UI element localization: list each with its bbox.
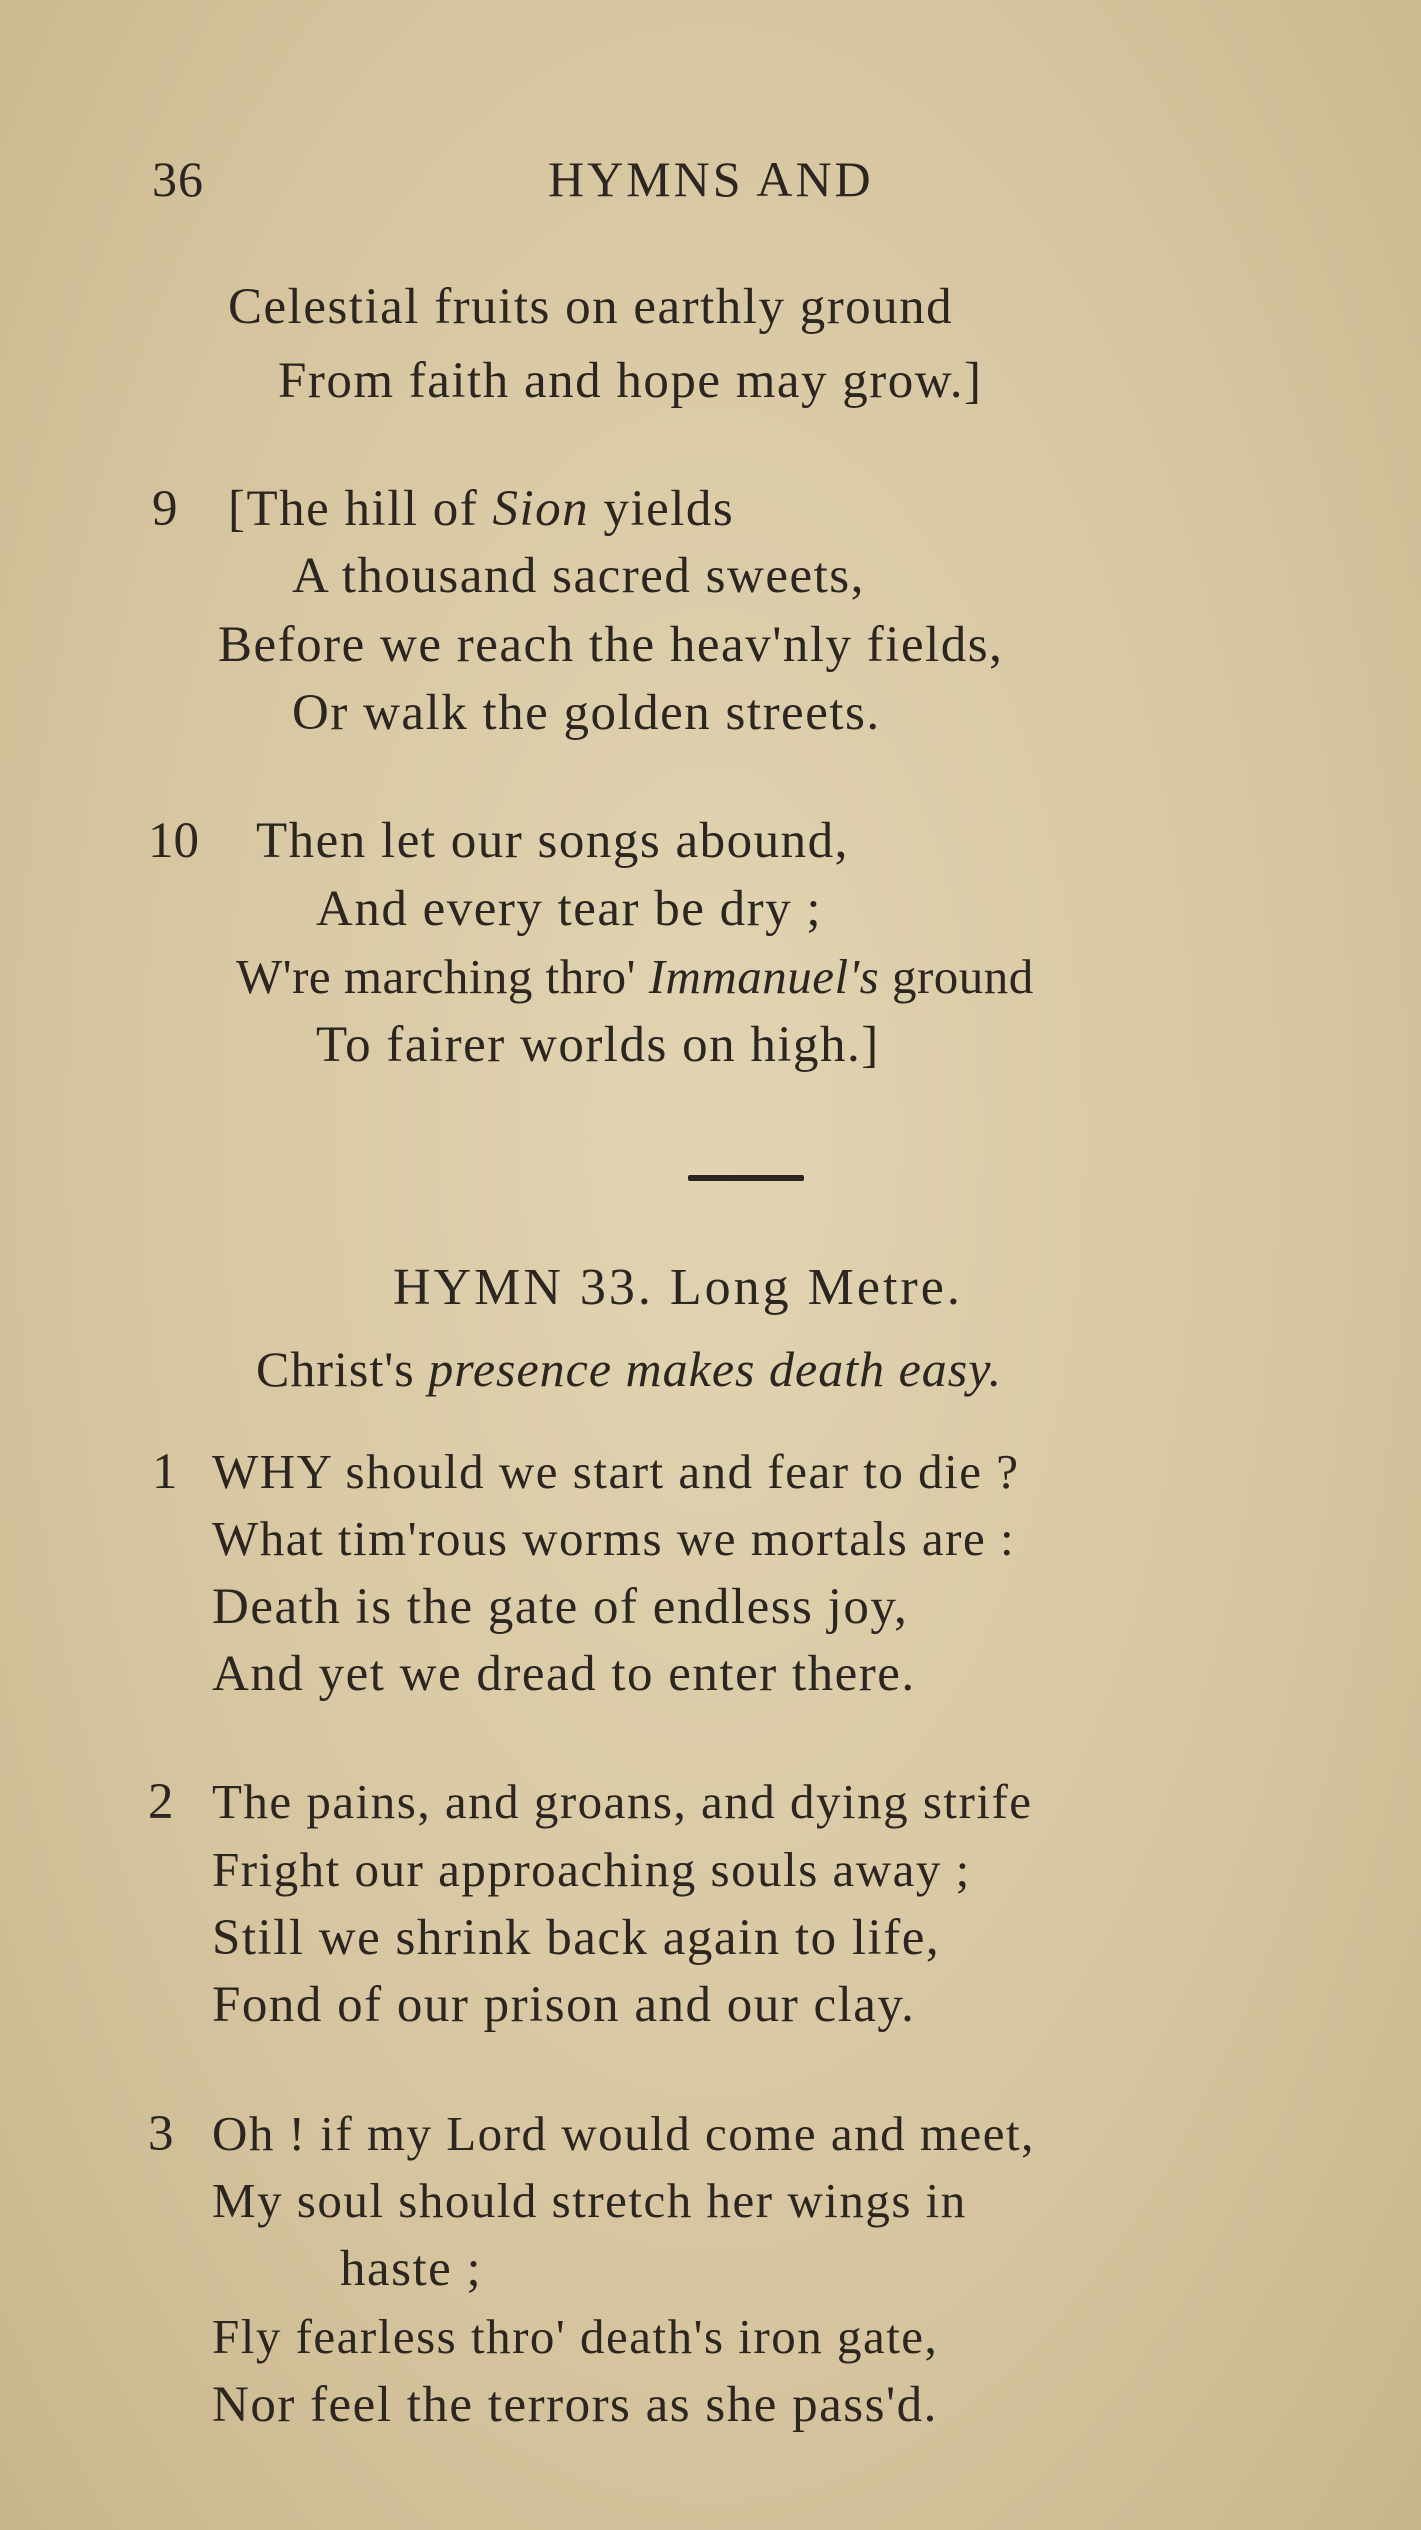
verse-line: W're marching thro' Immanuel's ground bbox=[236, 949, 1034, 1004]
verse-line: [The hill of Sion yields bbox=[228, 481, 735, 537]
verse-line: Oh ! if my Lord would come and meet, bbox=[212, 2106, 1035, 2161]
verse-line: A thousand sacred sweets, bbox=[292, 548, 865, 604]
hymn-title: HYMN 33. Long Metre. bbox=[393, 1259, 963, 1316]
verse-line: The pains, and groans, and dying strife bbox=[212, 1774, 1033, 1829]
verse-number: 9 bbox=[152, 481, 178, 537]
verse-line: haste ; bbox=[340, 2241, 483, 2297]
verse-line: From faith and hope may grow.] bbox=[278, 353, 983, 409]
page-number: 36 bbox=[152, 151, 204, 207]
verse-number: 10 bbox=[148, 813, 199, 869]
verse-number: 2 bbox=[148, 1774, 174, 1830]
running-title: HYMNS AND bbox=[548, 151, 874, 207]
verse-line: WHY should we start and fear to die ? bbox=[212, 1444, 1020, 1499]
page-header bbox=[0, 150, 1421, 220]
verse-line: Nor feel the terrors as she pass'd. bbox=[212, 2377, 938, 2433]
verse-line: Or walk the golden streets. bbox=[292, 685, 881, 741]
verse-line: And yet we dread to enter there. bbox=[212, 1646, 916, 1702]
verse-line: Death is the gate of endless joy, bbox=[212, 1579, 909, 1635]
section-divider bbox=[688, 1175, 804, 1181]
verse-number: 3 bbox=[148, 2106, 174, 2162]
verse-line: And every tear be dry ; bbox=[316, 881, 823, 937]
hymn-subtitle: Christ's presence makes death easy. bbox=[256, 1341, 1003, 1397]
verse-line: Fright our approaching souls away ; bbox=[212, 1842, 971, 1897]
verse-number: 1 bbox=[152, 1444, 178, 1500]
verse-line: Then let our songs abound, bbox=[256, 813, 849, 869]
verse-line: What tim'rous worms we mortals are : bbox=[212, 1511, 1016, 1566]
verse-line: To fairer worlds on high.] bbox=[316, 1017, 880, 1073]
verse-line: Fond of our prison and our clay. bbox=[212, 1977, 916, 2033]
verse-line: Fly fearless thro' death's iron gate, bbox=[212, 2309, 939, 2364]
verse-line: Before we reach the heav'nly fields, bbox=[218, 617, 1004, 673]
verse-line: Celestial fruits on earthly ground bbox=[228, 279, 954, 335]
verse-line: My soul should stretch her wings in bbox=[212, 2173, 967, 2228]
verse-line: Still we shrink back again to life, bbox=[212, 1910, 941, 1966]
